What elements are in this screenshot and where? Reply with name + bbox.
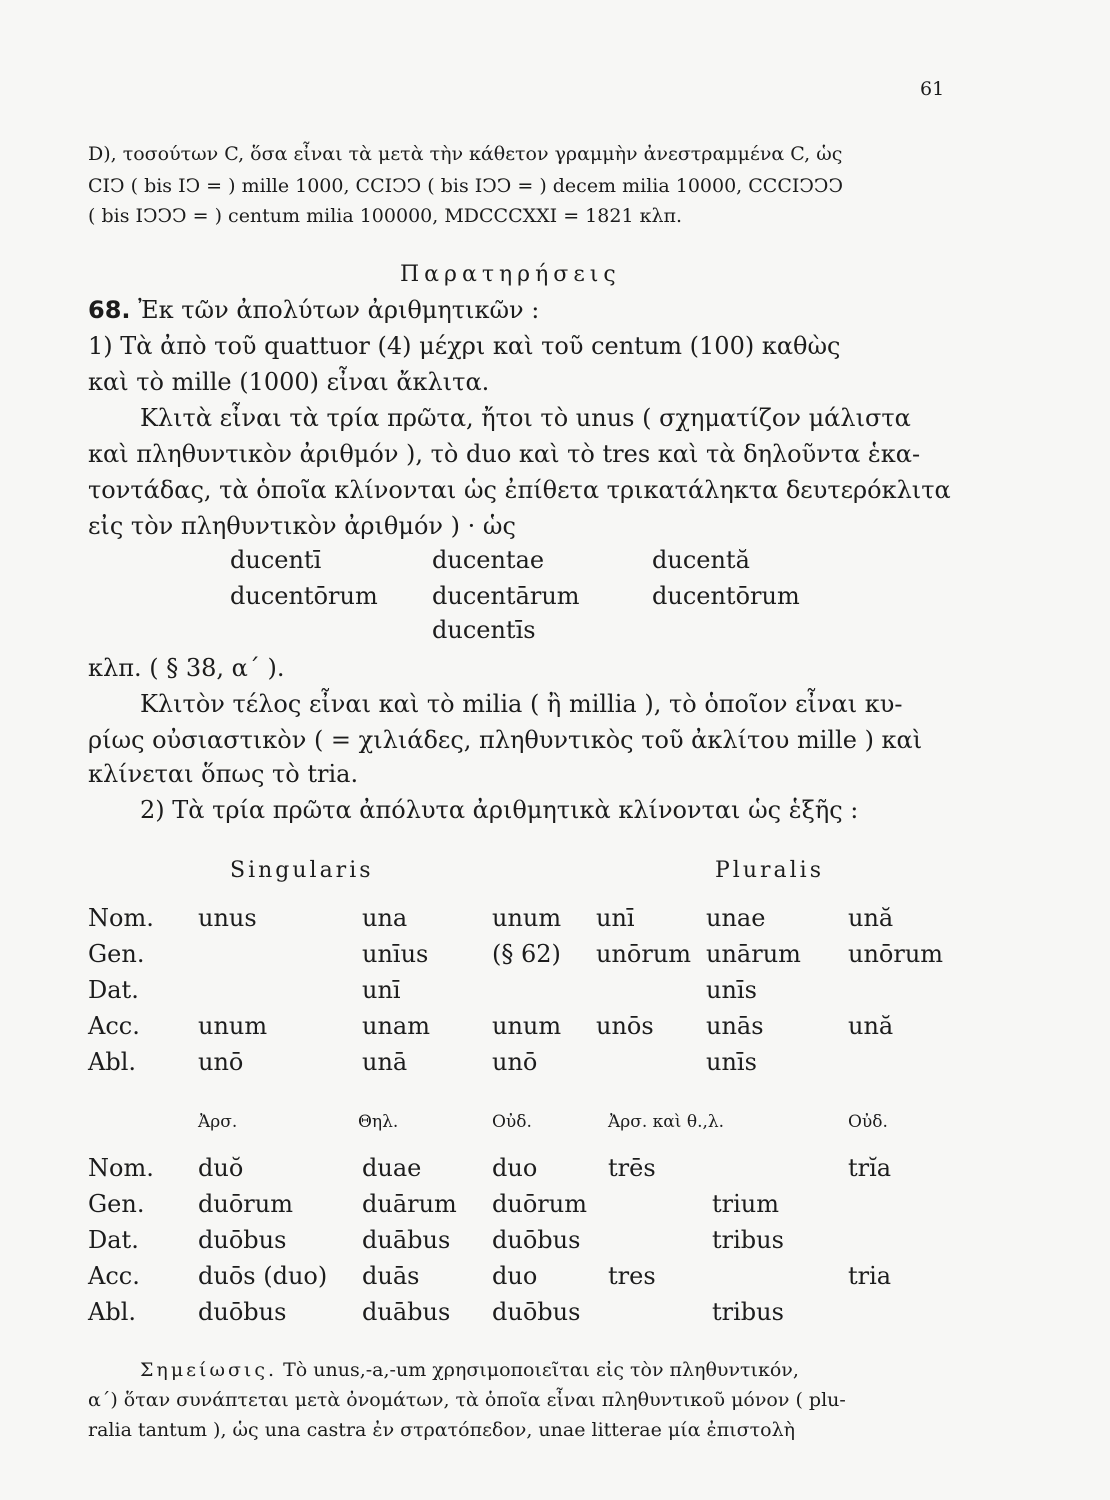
table-cell: unōrum xyxy=(596,940,692,968)
gender-label: Οὐδ. xyxy=(492,1112,532,1132)
example-word: ducentōrum xyxy=(652,582,800,610)
table-cell: duae xyxy=(362,1154,422,1182)
table-cell: unum xyxy=(492,904,562,932)
case-label: Gen. xyxy=(88,1190,145,1218)
table-cell: duo xyxy=(492,1262,538,1290)
table-cell: duōbus xyxy=(492,1226,581,1254)
table-cell: unōrum xyxy=(848,940,944,968)
table-cell: duās xyxy=(362,1262,420,1290)
case-label: Dat. xyxy=(88,976,139,1004)
paragraph-2-line-1: Κλιτὰ εἶναι τὰ τρία πρῶτα, ἤτοι τὸ unus ( σχηματίζον μάλιστα xyxy=(140,404,911,432)
note-text: Τὸ unus,-a,-um χρησιμοποιεῖται εἰς τὸν πληθυντικόν, xyxy=(283,1359,799,1381)
example-word: ducentōrum xyxy=(230,582,378,610)
example-word: ducentīs xyxy=(432,616,536,644)
table-cell: unō xyxy=(492,1048,538,1076)
table-cell: tribus xyxy=(712,1298,784,1326)
table-cell: duābus xyxy=(362,1226,451,1254)
table-cell: tribus xyxy=(712,1226,784,1254)
note-line-2: α΄) ὅταν συνάπτεται μετὰ ὀνομάτων, τὰ ὁποῖα εἶναι πληθυντικοῦ μόνον ( plu- xyxy=(88,1389,846,1411)
table-cell: unī xyxy=(362,976,401,1004)
pluralis-heading: Pluralis xyxy=(715,858,825,883)
note-line-3: ralia tantum ), ὡς una castra ἐν στρατόπεδον, unae litterae μία ἐπιστολὴ xyxy=(88,1419,796,1441)
case-label: Nom. xyxy=(88,904,154,932)
table-cell: trium xyxy=(712,1190,780,1218)
table-cell: unō xyxy=(198,1048,244,1076)
section-heading: Παρατηρήσεις xyxy=(400,262,621,287)
table-cell: trēs xyxy=(608,1154,656,1182)
table-cell: tria xyxy=(848,1262,892,1290)
paragraph-1-line-1: 1) Τὰ ἀπὸ τοῦ quattuor (4) μέχρι καὶ τοῦ centum (100) καθὼς xyxy=(88,332,841,360)
table-cell: duābus xyxy=(362,1298,451,1326)
gender-label: Οὐδ. xyxy=(848,1112,888,1132)
table-cell: duŏ xyxy=(198,1154,244,1182)
case-label: Abl. xyxy=(88,1048,136,1076)
table-cell: unī xyxy=(596,904,635,932)
table-cell: unārum xyxy=(706,940,801,968)
table-cell: duōs (duo) xyxy=(198,1262,328,1290)
case-label: Acc. xyxy=(88,1262,140,1290)
gender-label: Θηλ. xyxy=(358,1112,399,1132)
gender-label: Ἀρσ. καὶ θ.,λ. xyxy=(608,1112,725,1132)
page-number: 61 xyxy=(920,78,945,100)
case-label: Nom. xyxy=(88,1154,154,1182)
gender-label: Ἀρσ. xyxy=(198,1112,238,1132)
singularis-heading: Singularis xyxy=(230,858,374,883)
paragraph-2-line-4: εἰς τὸν πληθυντικὸν ἀριθμόν ) · ὡς xyxy=(88,512,516,540)
table-cell: ună xyxy=(848,1012,894,1040)
example-word: ducentārum xyxy=(432,582,580,610)
table-cell: unus xyxy=(198,904,257,932)
section-number: 68. xyxy=(88,296,131,324)
case-label: Acc. xyxy=(88,1012,140,1040)
paragraph-4-line-2: ρίως οὐσιαστικὸν ( = χιλιάδες, πληθυντικὸς τοῦ ἀκλίτου mille ) καὶ xyxy=(88,726,923,754)
table-cell: unā xyxy=(362,1048,408,1076)
table-cell: duōbus xyxy=(198,1226,287,1254)
intro-line-3: ( bis IↃↃↃ = ) centum milia 100000, MDCCCXXI = 1821 κλπ. xyxy=(88,205,683,227)
table-cell: unās xyxy=(706,1012,764,1040)
table-cell: unae xyxy=(706,904,766,932)
section-title-text: Ἐκ τῶν ἀπολύτων ἀριθμητικῶν : xyxy=(138,296,540,324)
table-cell: duōbus xyxy=(492,1298,581,1326)
table-cell: unam xyxy=(362,1012,430,1040)
paragraph-1-line-2: καὶ τὸ mille (1000) εἶναι ἄκλιτα. xyxy=(88,368,490,396)
table-cell: (§ 62) xyxy=(492,940,561,968)
case-label: Gen. xyxy=(88,940,145,968)
table-cell: duārum xyxy=(362,1190,457,1218)
paragraph-5: 2) Τὰ τρία πρῶτα ἀπόλυτα ἀριθμητικὰ κλίνονται ὡς ἑξῆς : xyxy=(140,796,859,824)
paragraph-2-line-3: τοντάδας, τὰ ὁποῖα κλίνονται ὡς ἐπίθετα τρικατάληκτα δευτερόκλιτα xyxy=(88,476,951,504)
paragraph-4-line-1: Κλιτὸν τέλος εἶναι καὶ τὸ milia ( ἢ millia ), τὸ ὁποῖον εἶναι κυ- xyxy=(140,690,903,718)
table-cell: unīs xyxy=(706,1048,757,1076)
table-cell: unum xyxy=(492,1012,562,1040)
paragraph-2-line-2: καὶ πληθυντικὸν ἀριθμόν ), τὸ duo καὶ τὸ tres καὶ τὰ δηλοῦντα ἑκα- xyxy=(88,440,921,468)
table-cell: duōbus xyxy=(198,1298,287,1326)
case-label: Abl. xyxy=(88,1298,136,1326)
section-68-title xyxy=(88,296,539,324)
table-cell: una xyxy=(362,904,408,932)
table-cell: trĭa xyxy=(848,1154,892,1182)
table-cell: unum xyxy=(198,1012,268,1040)
example-word: ducentă xyxy=(652,546,750,574)
example-word: ducentae xyxy=(432,546,545,574)
table-cell: ună xyxy=(848,904,894,932)
reference-line: κλπ. ( § 38, α΄ ). xyxy=(88,654,285,682)
example-word: ducentī xyxy=(230,546,322,574)
intro-line-1: D), τοσούτων C, ὅσα εἶναι τὰ μετὰ τὴν κάθετον γραμμὴν ἀνεστραμμένα C, ὡς xyxy=(88,143,843,165)
paragraph-4-line-3: κλίνεται ὅπως τὸ tria. xyxy=(88,760,359,788)
table-cell: tres xyxy=(608,1262,656,1290)
note-label: Σημείωσις. xyxy=(140,1359,278,1381)
intro-line-2: CIↃ ( bis IↃ = ) mille 1000, CCIↃↃ ( bis IↃↃ = ) decem milia 10000, CCCIↃↃↃ xyxy=(88,175,843,197)
note-line-1 xyxy=(140,1356,799,1384)
table-cell: duōrum xyxy=(492,1190,587,1218)
table-cell: duōrum xyxy=(198,1190,293,1218)
table-cell: duo xyxy=(492,1154,538,1182)
table-cell: unōs xyxy=(596,1012,654,1040)
table-cell: unīus xyxy=(362,940,429,968)
case-label: Dat. xyxy=(88,1226,139,1254)
table-cell: unīs xyxy=(706,976,757,1004)
